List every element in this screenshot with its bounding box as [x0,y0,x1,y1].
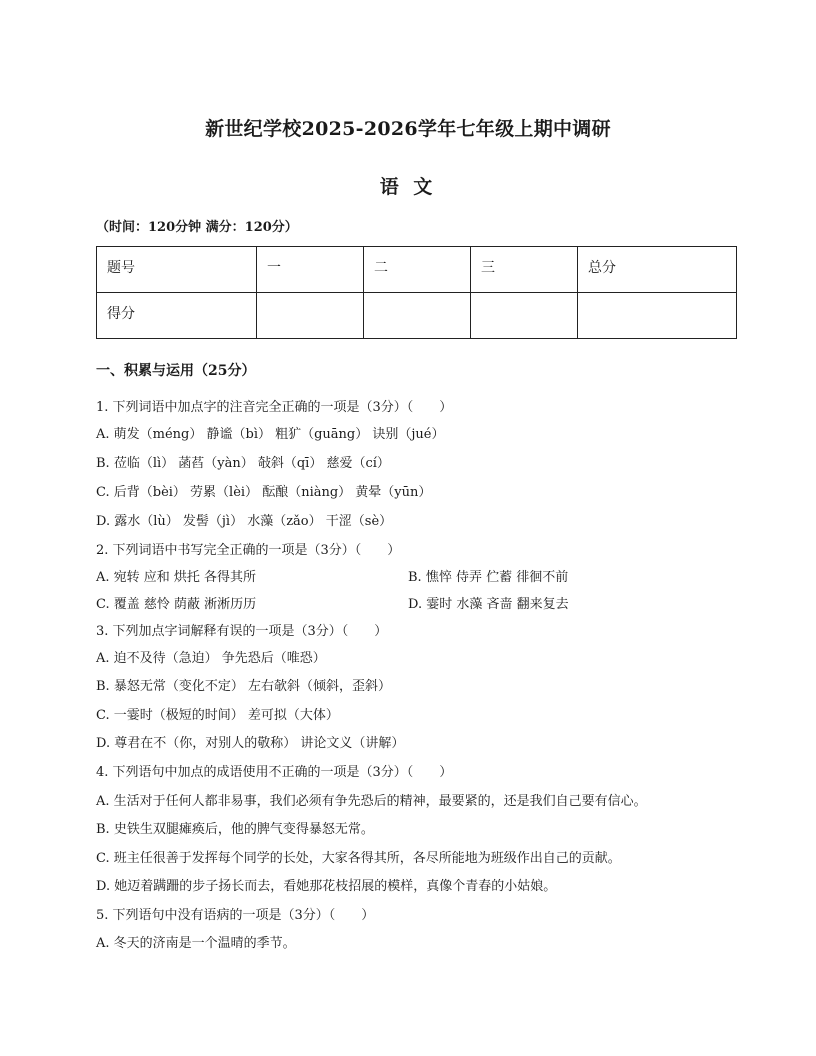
score-cell[interactable] [471,293,578,339]
option-a: A. 冬天的济南是一个温晴的季节。 [96,936,296,951]
score-row-label: 得分 [97,293,257,339]
option-b: B. 莅临（lì） 菡萏（yàn） 敧斜（qī） 慈爱（cí） [96,456,390,471]
option-a: A. 萌发（méng） 静谧（bì） 粗犷（guāng） 诀别（jué） [96,427,445,442]
score-cell[interactable] [257,293,364,339]
score-cell[interactable] [578,293,737,339]
section-heading: 一、积累与运用（25分） [96,363,256,379]
score-header-cell: 总分 [578,247,737,293]
time-info: （时间：120分钟 满分：120分） [96,220,298,235]
option-d: D. 她迈着蹒跚的步子扬长而去，看她那花枝招展的模样，真像个青春的小姑娘。 [96,879,557,894]
subject-title: 语 文 [379,176,437,198]
question-stem: 1. 下列词语中加点字的注音完全正确的一项是（3分）（ ） [96,400,453,415]
question-stem: 5. 下列语句中没有语病的一项是（3分）（ ） [96,908,375,923]
question-stem: 4. 下列语句中加点的成语使用不正确的一项是（3分）（ ） [96,765,453,780]
score-header-cell: 一 [257,247,364,293]
score-cell[interactable] [364,293,471,339]
score-header-cell: 二 [364,247,471,293]
option-b: B. 憔悴 侍弄 伫蓄 徘徊不前 [408,570,569,585]
option-c: C. 覆盖 慈怜 荫蔽 淅淅历历 [96,597,257,612]
option-a: A. 生活对于任何人都非易事，我们必须有争先恐后的精神，最要紧的，还是我们自己要有信心。 [96,794,647,809]
option-b: B. 史铁生双腿瘫痪后，他的脾气变得暴怒无常。 [96,822,374,837]
exam-title: 新世纪学校2025-2026学年七年级上期中调研 [205,118,611,140]
score-table-header-row [97,247,737,293]
score-table-score-row [97,293,737,339]
option-c: C. 一霎时（极短的时间） 差可拟（大体） [96,708,339,723]
option-a: A. 迫不及待（急迫） 争先恐后（唯恐） [96,651,326,666]
option-c: C. 班主任很善于发挥每个同学的长处，大家各得其所，各尽所能地为班级作出自己的贡献。 [96,851,621,866]
option-d: D. 霎时 水藻 吝啬 翻来复去 [408,597,569,612]
question-stem: 2. 下列词语中书写完全正确的一项是（3分）（ ） [96,543,401,558]
option-b: B. 暴怒无常（变化不定） 左右欹斜（倾斜，歪斜） [96,679,391,694]
option-d: D. 露水（lù） 发髻（jì） 水藻（zǎo） 干涩（sè） [96,514,393,529]
option-d: D. 尊君在不（你，对别人的敬称） 讲论文义（讲解） [96,736,405,751]
score-header-cell: 题号 [97,247,257,293]
question-stem: 3. 下列加点字词解释有误的一项是（3分）（ ） [96,624,388,639]
option-a: A. 宛转 应和 烘托 各得其所 [96,570,257,585]
score-header-cell: 三 [471,247,578,293]
score-table [96,246,737,339]
option-c: C. 后背（bèi） 劳累（lèi） 酝酿（niàng） 黄晕（yūn） [96,485,432,500]
